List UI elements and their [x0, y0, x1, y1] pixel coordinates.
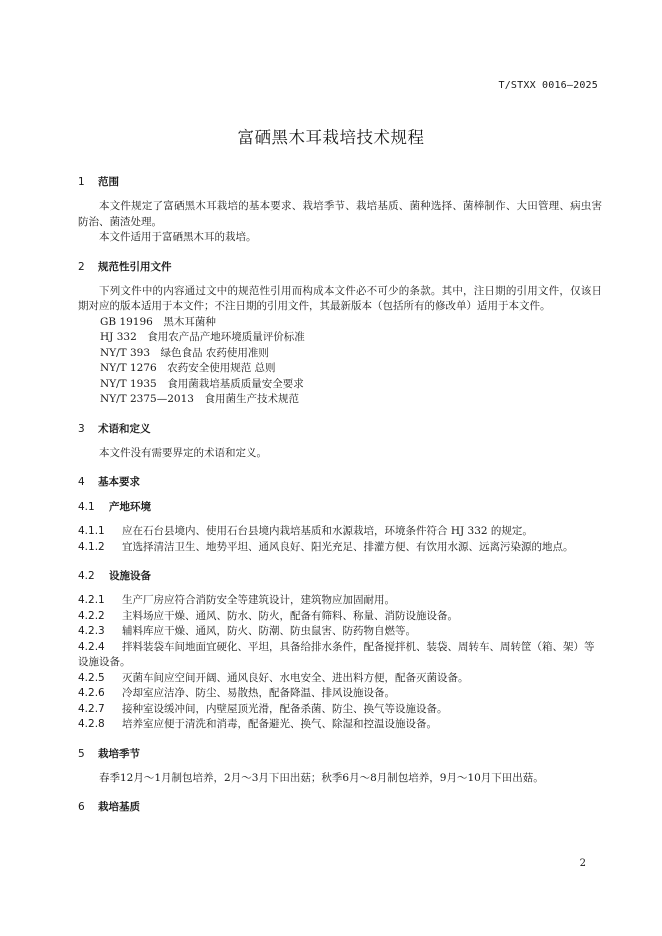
- subsection-number: 4.1: [78, 501, 95, 513]
- section-number: 6: [78, 801, 85, 813]
- section-title: 规范性引用文件: [98, 260, 172, 273]
- subsection-heading-4-2: [78, 568, 602, 584]
- paragraph: 本文件规定了富硒黑木耳栽培的基本要求、栽培季节、栽培基质、菌种选择、菌棒制作、大田管理、病虫害防治、菌渣处理。: [78, 200, 602, 228]
- clause-text: 应在石台县境内、使用石台县境内栽培基质和水源栽培，环境条件符合 HJ 332 的规定。: [122, 525, 533, 537]
- section-heading-3: [78, 421, 602, 437]
- clause: [78, 609, 602, 625]
- section-number: 1: [78, 176, 85, 188]
- subsection-title: 设施设备: [109, 570, 151, 582]
- clause: [78, 671, 602, 687]
- section-heading-2: [78, 259, 602, 275]
- clause-number: 4.1.1: [78, 525, 105, 537]
- clause-number: 4.2.4: [78, 640, 105, 653]
- page-number: 2: [579, 858, 586, 869]
- clause: [78, 717, 602, 733]
- subsection-number: 4.2: [78, 570, 95, 582]
- subsection-title: 产地环境: [109, 501, 151, 513]
- section-number: 3: [78, 422, 85, 435]
- clause-text: 培养室应便于清洗和消毒，配备避光、换气、除湿和控温设施设备。: [122, 718, 437, 730]
- reference-item: NY/T 1276 农药安全使用规范 总则: [100, 362, 276, 374]
- section-number: 5: [78, 747, 85, 760]
- clause-text: 接种室设缓冲间，内壁屋顶光滑，配备杀菌、防尘、换气等设施设备。: [122, 702, 448, 715]
- clause: [78, 540, 602, 556]
- reference-item: NY/T 2375—2013 食用菌生产技术规范: [100, 393, 299, 405]
- clause-text: 拌料装袋车间地面宜硬化、平坦，具备给排水条件，配备搅拌机、装袋、周转车、周转筐（箱、架）等设施设备。: [78, 640, 595, 668]
- section-number: 2: [78, 260, 85, 273]
- clause-number: 4.2.6: [78, 687, 105, 699]
- clause-text: 灭菌车间应空间开阔、通风良好、水电安全、进出料方便，配备灭菌设备。: [122, 671, 469, 684]
- clause-number: 4.2.3: [78, 625, 105, 637]
- clause-text: 冷却室应洁净、防尘、易散热，配备降温、排风设施设备。: [122, 687, 395, 699]
- clause-number: 4.2.1: [78, 594, 105, 606]
- reference-item: HJ 332 食用农产品产地环境质量评价标准: [100, 331, 305, 343]
- document-body: [78, 174, 602, 815]
- reference-item: GB 19196 黑木耳菌种: [100, 315, 216, 328]
- clause-number: 4.1.2: [78, 540, 105, 553]
- section-heading-4: [78, 474, 602, 490]
- standard-code: T/STXX 0016—2025: [498, 80, 598, 91]
- clause-number: 4.2.2: [78, 609, 105, 622]
- section-number: 4: [78, 476, 85, 488]
- section-title: 范围: [98, 176, 119, 188]
- section-heading-6: [78, 799, 602, 815]
- section-title: 基本要求: [98, 476, 140, 488]
- clause-number: 4.2.5: [78, 671, 105, 684]
- section-heading-5: [78, 746, 602, 762]
- reference-item: NY/T 393 绿色食品 农药使用准则: [100, 346, 269, 359]
- clause-text: 主料场应干燥、通风、防水、防火，配备有筛料、称量、消防设施设备。: [122, 609, 458, 622]
- clause-text: 辅料库应干燥、通风，防火、防潮、防虫鼠害、防药物自燃等。: [122, 625, 416, 637]
- clause: [78, 686, 602, 702]
- reference-item: NY/T 1935 食用菌栽培基质质量安全要求: [100, 377, 304, 390]
- clause-number: 4.2.8: [78, 718, 105, 730]
- clause-number: 4.2.7: [78, 702, 105, 715]
- clause: [78, 593, 602, 609]
- paragraph: 下列文件中的内容通过文中的规范性引用而构成本文件必不可少的条款。其中，注日期的引用文件，仅该日期对应的版本适用于本文件；不注日期的引用文件，其最新版本（包括所有的修改单）适用于本文件。: [78, 284, 602, 312]
- clause-text: 生产厂房应符合消防安全等建筑设计，建筑物应加固耐用。: [122, 594, 395, 606]
- paragraph: 本文件适用于富硒黑木耳的栽培。: [99, 231, 257, 243]
- clause: [78, 702, 602, 718]
- subsection-heading-4-1: [78, 499, 602, 515]
- clause: [78, 640, 602, 671]
- clause: [78, 524, 602, 540]
- paragraph: 本文件没有需要界定的术语和定义。: [99, 446, 267, 459]
- clause: [78, 624, 602, 640]
- section-title: 术语和定义: [98, 422, 151, 435]
- section-title: 栽培季节: [98, 747, 140, 760]
- paragraph: 春季12月～1月制包培养，2月～3月下田出菇；秋季6月～8月制包培养，9月～10月下田出菇。: [99, 771, 544, 784]
- clause-text: 宜选择清洁卫生、地势平坦、通风良好、阳光充足、排灌方便、有饮用水源、远离污染源的地点。: [122, 540, 574, 553]
- section-title: 栽培基质: [98, 801, 140, 813]
- section-heading-1: [78, 174, 602, 190]
- document-title: 富硒黑木耳栽培技术规程: [237, 128, 425, 147]
